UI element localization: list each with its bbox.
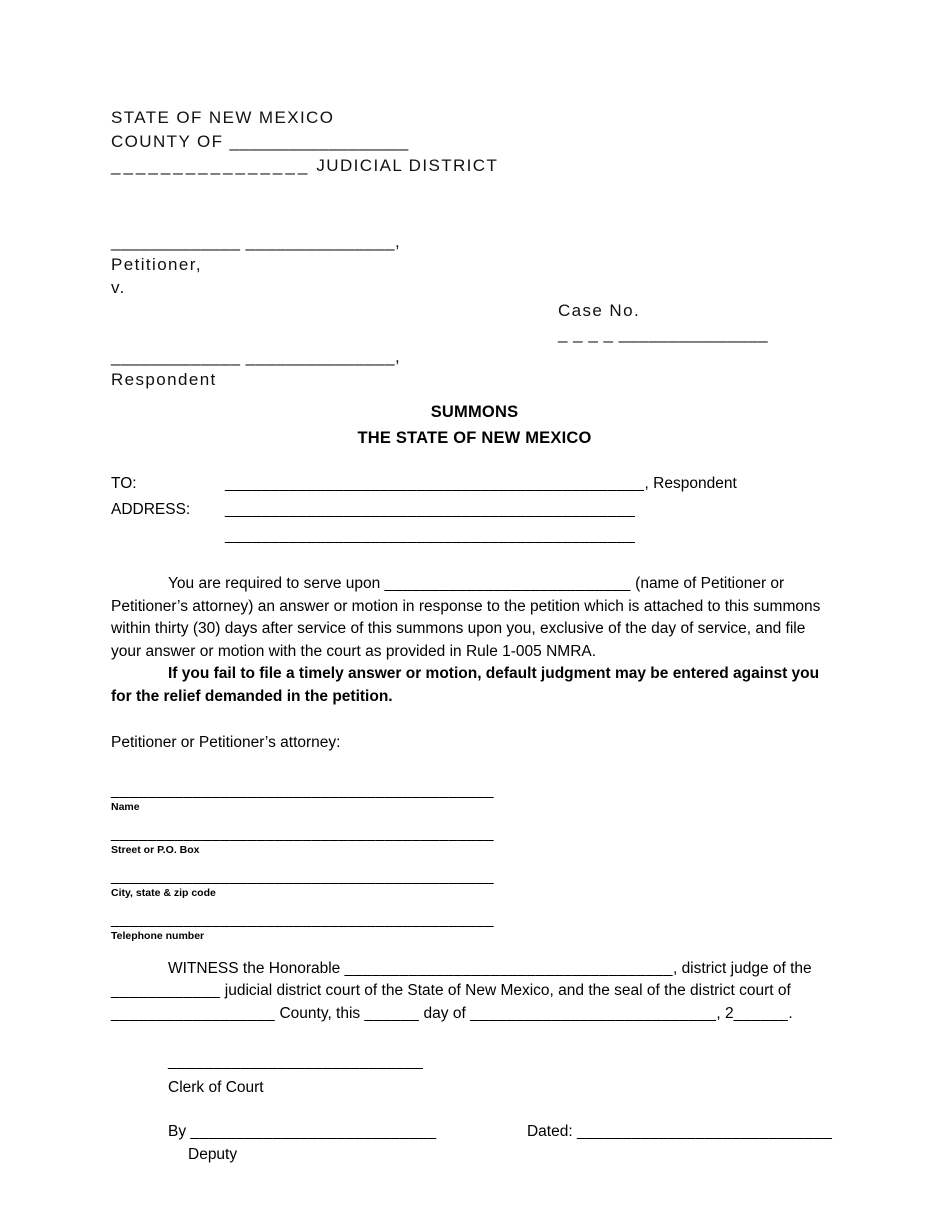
field-city-state-zip — [111, 867, 838, 901]
by-label: By — [168, 1122, 187, 1140]
witness-text-1: WITNESS the Honorable — [168, 959, 341, 977]
title-state: THE STATE OF NEW MEXICO — [357, 429, 592, 447]
clerk-signature-blank: ____________________________ — [168, 1053, 424, 1070]
case-number-blank: _ _ _ _ _______________ — [558, 324, 769, 343]
city-blank: __________________________________________ — [111, 867, 495, 885]
address-line-1 — [111, 497, 838, 523]
petitioner-name-blank: _____________ _______________, — [111, 232, 401, 251]
county-line — [111, 130, 838, 154]
serve-paragraph — [111, 573, 838, 663]
to-label: TO: — [111, 475, 137, 492]
document-title — [111, 399, 838, 451]
recipient-block — [111, 471, 838, 549]
street-field-label: Street or P.O. Box — [111, 843, 200, 856]
telephone-field-label: Telephone number — [111, 929, 205, 942]
serve-text-2: (name of Petitioner or Petitioner’s attorney) an answer or motion in response to the petition which is attached to this summons within thirty (30) days after service of this summons upon you, exclusive of the day of service, and file your answer or motion with the court as provided in Rule 1-005 NMRA. — [111, 575, 821, 660]
name-field-label: Name — [111, 800, 140, 813]
case-number-label: Case No. — [558, 301, 641, 320]
case-number-line — [558, 299, 838, 345]
default-judgment-warning: If you fail to file a timely answer or motion, default judgment may be entered against you for the relief demanded in the petition. — [111, 665, 820, 705]
deputy-signature-blank: ___________________________ — [190, 1122, 437, 1140]
court-header — [111, 106, 838, 178]
state-line: STATE OF NEW MEXICO — [111, 108, 335, 127]
name-blank: __________________________________________ — [111, 781, 495, 799]
serve-text-1: You are required to serve upon — [168, 575, 381, 592]
respondent-label: Respondent — [111, 370, 217, 389]
dated-label: Dated: — [526, 1122, 573, 1140]
city-field-label: City, state & zip code — [111, 886, 216, 899]
day-blank: ______ — [364, 1004, 420, 1022]
district-blank: ________________ — [111, 156, 311, 175]
address-blank-2: _____________________________________________ — [225, 527, 636, 544]
witness-text-7: . — [788, 1004, 793, 1022]
signature-block — [168, 1051, 838, 1167]
clerk-of-court-label: Clerk of Court — [168, 1078, 264, 1096]
serve-upon-blank: ___________________________ — [384, 575, 631, 592]
district-number-blank: ____________ — [111, 982, 221, 999]
field-street — [111, 824, 838, 858]
field-telephone — [111, 910, 838, 944]
month-blank: ___________________________ — [470, 1004, 717, 1022]
respondent-name-blank: _____________ _______________, — [111, 347, 401, 366]
witness-text-5: day of — [423, 1004, 466, 1022]
attorney-fields — [111, 781, 838, 944]
witness-text-2: , district judge of the — [672, 959, 812, 977]
street-blank: __________________________________________ — [111, 824, 495, 842]
year-blank: ______ — [733, 1004, 789, 1022]
to-line — [111, 471, 838, 497]
to-suffix: , Respondent — [644, 475, 737, 492]
title-summons: SUMMONS — [430, 403, 519, 421]
county-name-blank: __________________ — [111, 1004, 276, 1022]
to-blank: ______________________________________________ — [225, 475, 645, 492]
county-label: COUNTY OF — [111, 132, 224, 151]
by-dated-row — [168, 1121, 838, 1144]
versus-label: v. — [111, 278, 126, 297]
field-name — [111, 781, 838, 815]
case-caption — [111, 230, 838, 391]
witness-text-3: judicial district court of the State of New Mexico, and the seal of the district court of — [224, 982, 791, 999]
witness-text-4: County, this — [279, 1004, 361, 1022]
witness-text-6: , 2 — [716, 1004, 734, 1022]
address-line-2 — [111, 523, 838, 549]
petitioner-label: Petitioner, — [111, 255, 203, 274]
address-label: ADDRESS: — [111, 501, 191, 518]
telephone-blank: __________________________________________ — [111, 910, 495, 928]
dated-group — [527, 1123, 832, 1140]
district-label: JUDICIAL DISTRICT — [316, 156, 499, 175]
deputy-label: Deputy — [188, 1146, 238, 1163]
attorney-heading: Petitioner or Petitioner’s attorney: — [111, 734, 341, 751]
dated-blank: ____________________________ — [576, 1122, 833, 1140]
address-blank-1: _____________________________________________ — [225, 501, 636, 518]
witness-paragraph — [111, 958, 838, 1026]
county-blank: __________________ — [229, 132, 409, 151]
district-line — [111, 154, 838, 178]
judge-name-blank: ____________________________________ — [344, 959, 673, 977]
